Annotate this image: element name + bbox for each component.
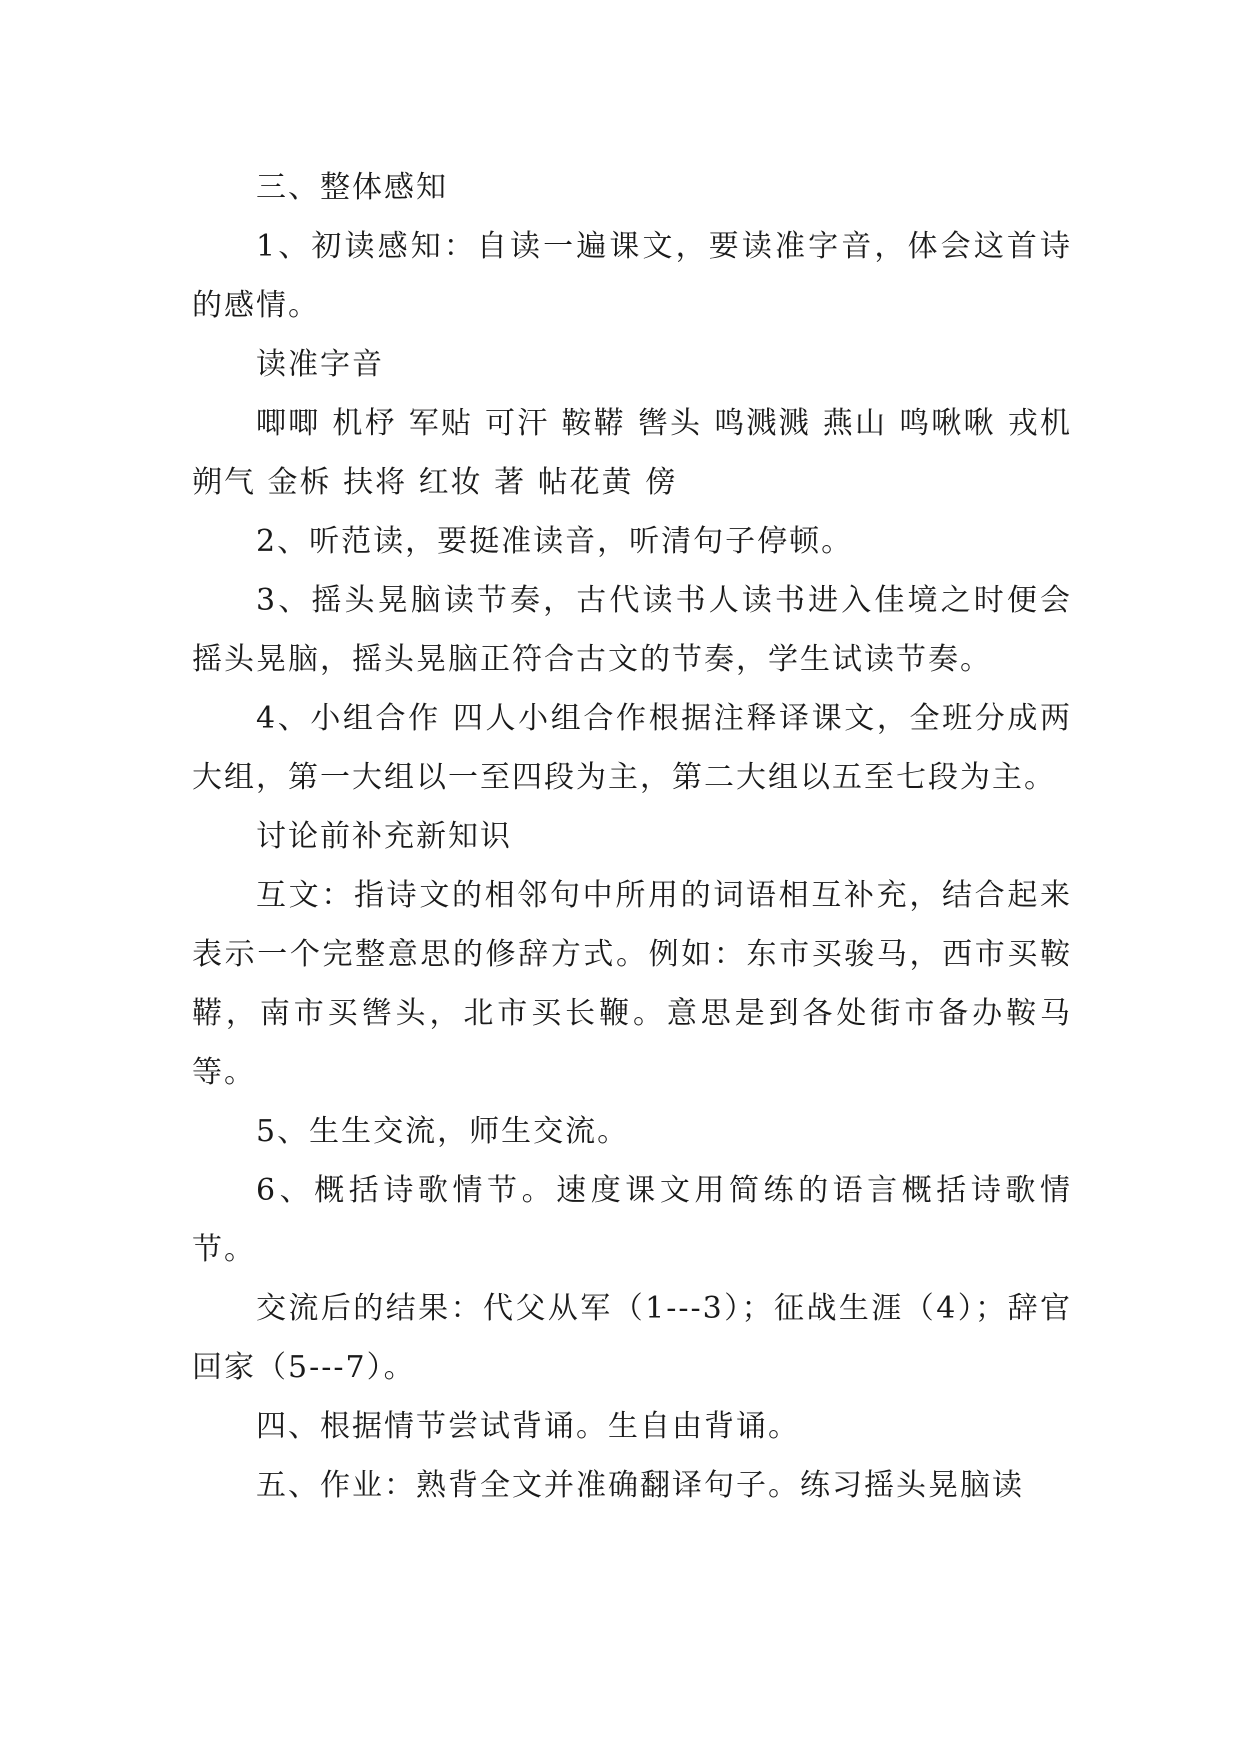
paragraph-pronunciation-heading: 读准字音 [256,347,384,382]
paragraph-vocabulary-list: 唧唧 机杼 军贴 可汗 鞍鞯 辔头 鸣溅溅 燕山 鸣啾啾 戎机 朔气 金柝 扶将 红妆 著 帖花黄 傍 [192,406,1072,500]
paragraph-exchange-result: 交流后的结果：代父从军（1---3）；征战生涯（4）；辞官回家（5---7）。 [192,1291,1072,1385]
paragraph-exchange: 5、生生交流，师生交流。 [256,1114,630,1149]
paragraph-first-reading: 1、初读感知：自读一遍课文，要读准字音，体会这首诗的感情。 [192,229,1072,323]
section-heading-homework: 五、作业：熟背全文并准确翻译句子。练习摇头晃脑读 [256,1468,1024,1503]
paragraph-new-knowledge-heading: 讨论前补充新知识 [256,819,512,854]
paragraph-group-work: 4、小组合作 四人小组合作根据注释译课文，全班分成两大组，第一大组以一至四段为主，第二大组以五至七段为主。 [192,701,1072,795]
section-heading-recitation: 四、根据情节尝试背诵。生自由背诵。 [256,1409,800,1444]
section-heading-overall-perception: 三、整体感知 [256,170,448,205]
paragraph-huwen-definition: 互文：指诗文的相邻句中所用的词语相互补充，结合起来表示一个完整意思的修辞方式。例如：东市买骏马，西市买鞍鞯，南市买辔头，北市买长鞭。意思是到各处街市备办鞍马等。 [192,878,1072,1090]
document-body [192,158,1072,1515]
paragraph-rhythm-reading: 3、摇头晃脑读节奏，古代读书人读书进入佳境之时便会摇头晃脑，摇头晃脑正符合古文的节奏，学生试读节奏。 [192,583,1072,677]
paragraph-model-reading: 2、听范读，要挺准读音，听清句子停顿。 [256,524,854,559]
paragraph-summarize-plot: 6、概括诗歌情节。速度课文用简练的语言概括诗歌情节。 [192,1173,1072,1267]
